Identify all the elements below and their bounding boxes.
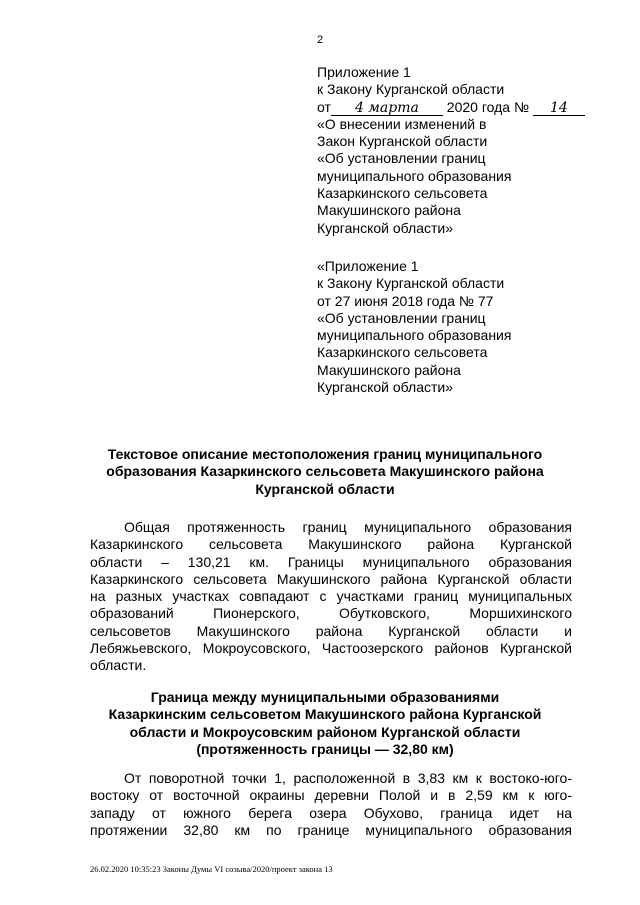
boundary-paragraph <box>90 770 572 839</box>
header-line: Казаркинского сельсовета <box>317 185 488 202</box>
title-line: образования Казаркинского сельсовета Макушинского района <box>106 463 544 480</box>
quoted-line: Макушинского района <box>317 361 461 378</box>
intro-paragraph <box>90 519 572 675</box>
date-prefix: от <box>317 98 331 115</box>
date-number-line <box>317 99 617 116</box>
quoted-line: «Приложение 1 <box>317 258 419 274</box>
document-footer: 26.02.2020 10:35:23 Законы Думы VI созыва/2020/проект закона 13 <box>90 864 333 874</box>
paragraph-line: востоку от восточной окраины деревни Полой и в 2,59 км к юго- <box>90 787 572 804</box>
paragraph-line: области. <box>90 657 147 674</box>
handwritten-number: 14 <box>533 102 585 116</box>
paragraph-line: западу от южного берега озера Обухово, граница идет на <box>90 804 572 821</box>
quoted-line: муниципального образования <box>317 327 512 344</box>
paragraph-line: Общая протяженность границ муниципального образования <box>124 519 572 535</box>
paragraph-line: образований Пионерского, Обутковского, Моршихинского <box>90 605 572 622</box>
quoted-appendix-block <box>317 258 617 396</box>
paragraph-line: От поворотной точки 1, расположенной в 3,83 км к востоко-юго- <box>124 770 572 786</box>
paragraph-line: протяжении 32,80 км по границе муниципального образования <box>90 821 572 838</box>
page-number: 2 <box>316 34 324 46</box>
law-reference: к Закону Курганской области <box>317 81 505 98</box>
year-text: 2020 года № <box>446 98 529 115</box>
header-line: Макушинского района <box>317 202 461 219</box>
header-line: Закон Курганской области <box>317 133 488 150</box>
paragraph-line: Лебяжьевского, Мокроусовского, Частоозерского районов Курганской <box>90 640 572 657</box>
header-line: «Об установлении границ <box>317 150 486 167</box>
appendix-label: Приложение 1 <box>317 64 411 80</box>
title-line: Текстовое описание местоположения границ муниципального <box>107 446 543 462</box>
quoted-line: «Об установлении границ <box>317 309 486 326</box>
header-line: «О внесении изменений в <box>317 115 487 132</box>
paragraph-line: Казаркинского сельсовета Макушинского района Курганской области <box>90 570 572 587</box>
paragraph-line: на разных участках совпадают с участками границ муниципальных <box>90 588 572 605</box>
section-heading-line: (протяженность границы — 32,80 км) <box>196 740 454 757</box>
document-title <box>80 446 570 498</box>
header-line: муниципального образования <box>317 167 512 184</box>
paragraph-line: области – 130,21 км. Границы муниципального образования <box>90 553 572 570</box>
quoted-line: Курганской области» <box>317 379 454 396</box>
section-heading-line: Казаркинским сельсоветом Макушинского района Курганской <box>108 706 542 723</box>
handwritten-date: 4 марта <box>331 102 443 116</box>
quoted-line: Казаркинского сельсовета <box>317 344 488 361</box>
quoted-line: к Закону Курганской области <box>317 275 505 292</box>
appendix-header-block <box>317 64 617 237</box>
paragraph-line: Казаркинского сельсовета Макушинского района Курганской <box>90 536 572 553</box>
section-heading-line: области и Мокроусовским районом Курганской области <box>129 723 521 740</box>
title-line: Курганской области <box>255 480 395 497</box>
section-heading-line: Граница между муниципальными образованиями <box>150 689 500 705</box>
header-line: Курганской области» <box>317 219 454 236</box>
paragraph-line: сельсоветов Макушинского района Курганской области и <box>90 622 572 639</box>
section-heading <box>80 689 570 758</box>
quoted-line: от 27 июня 2018 года № 77 <box>317 292 494 309</box>
